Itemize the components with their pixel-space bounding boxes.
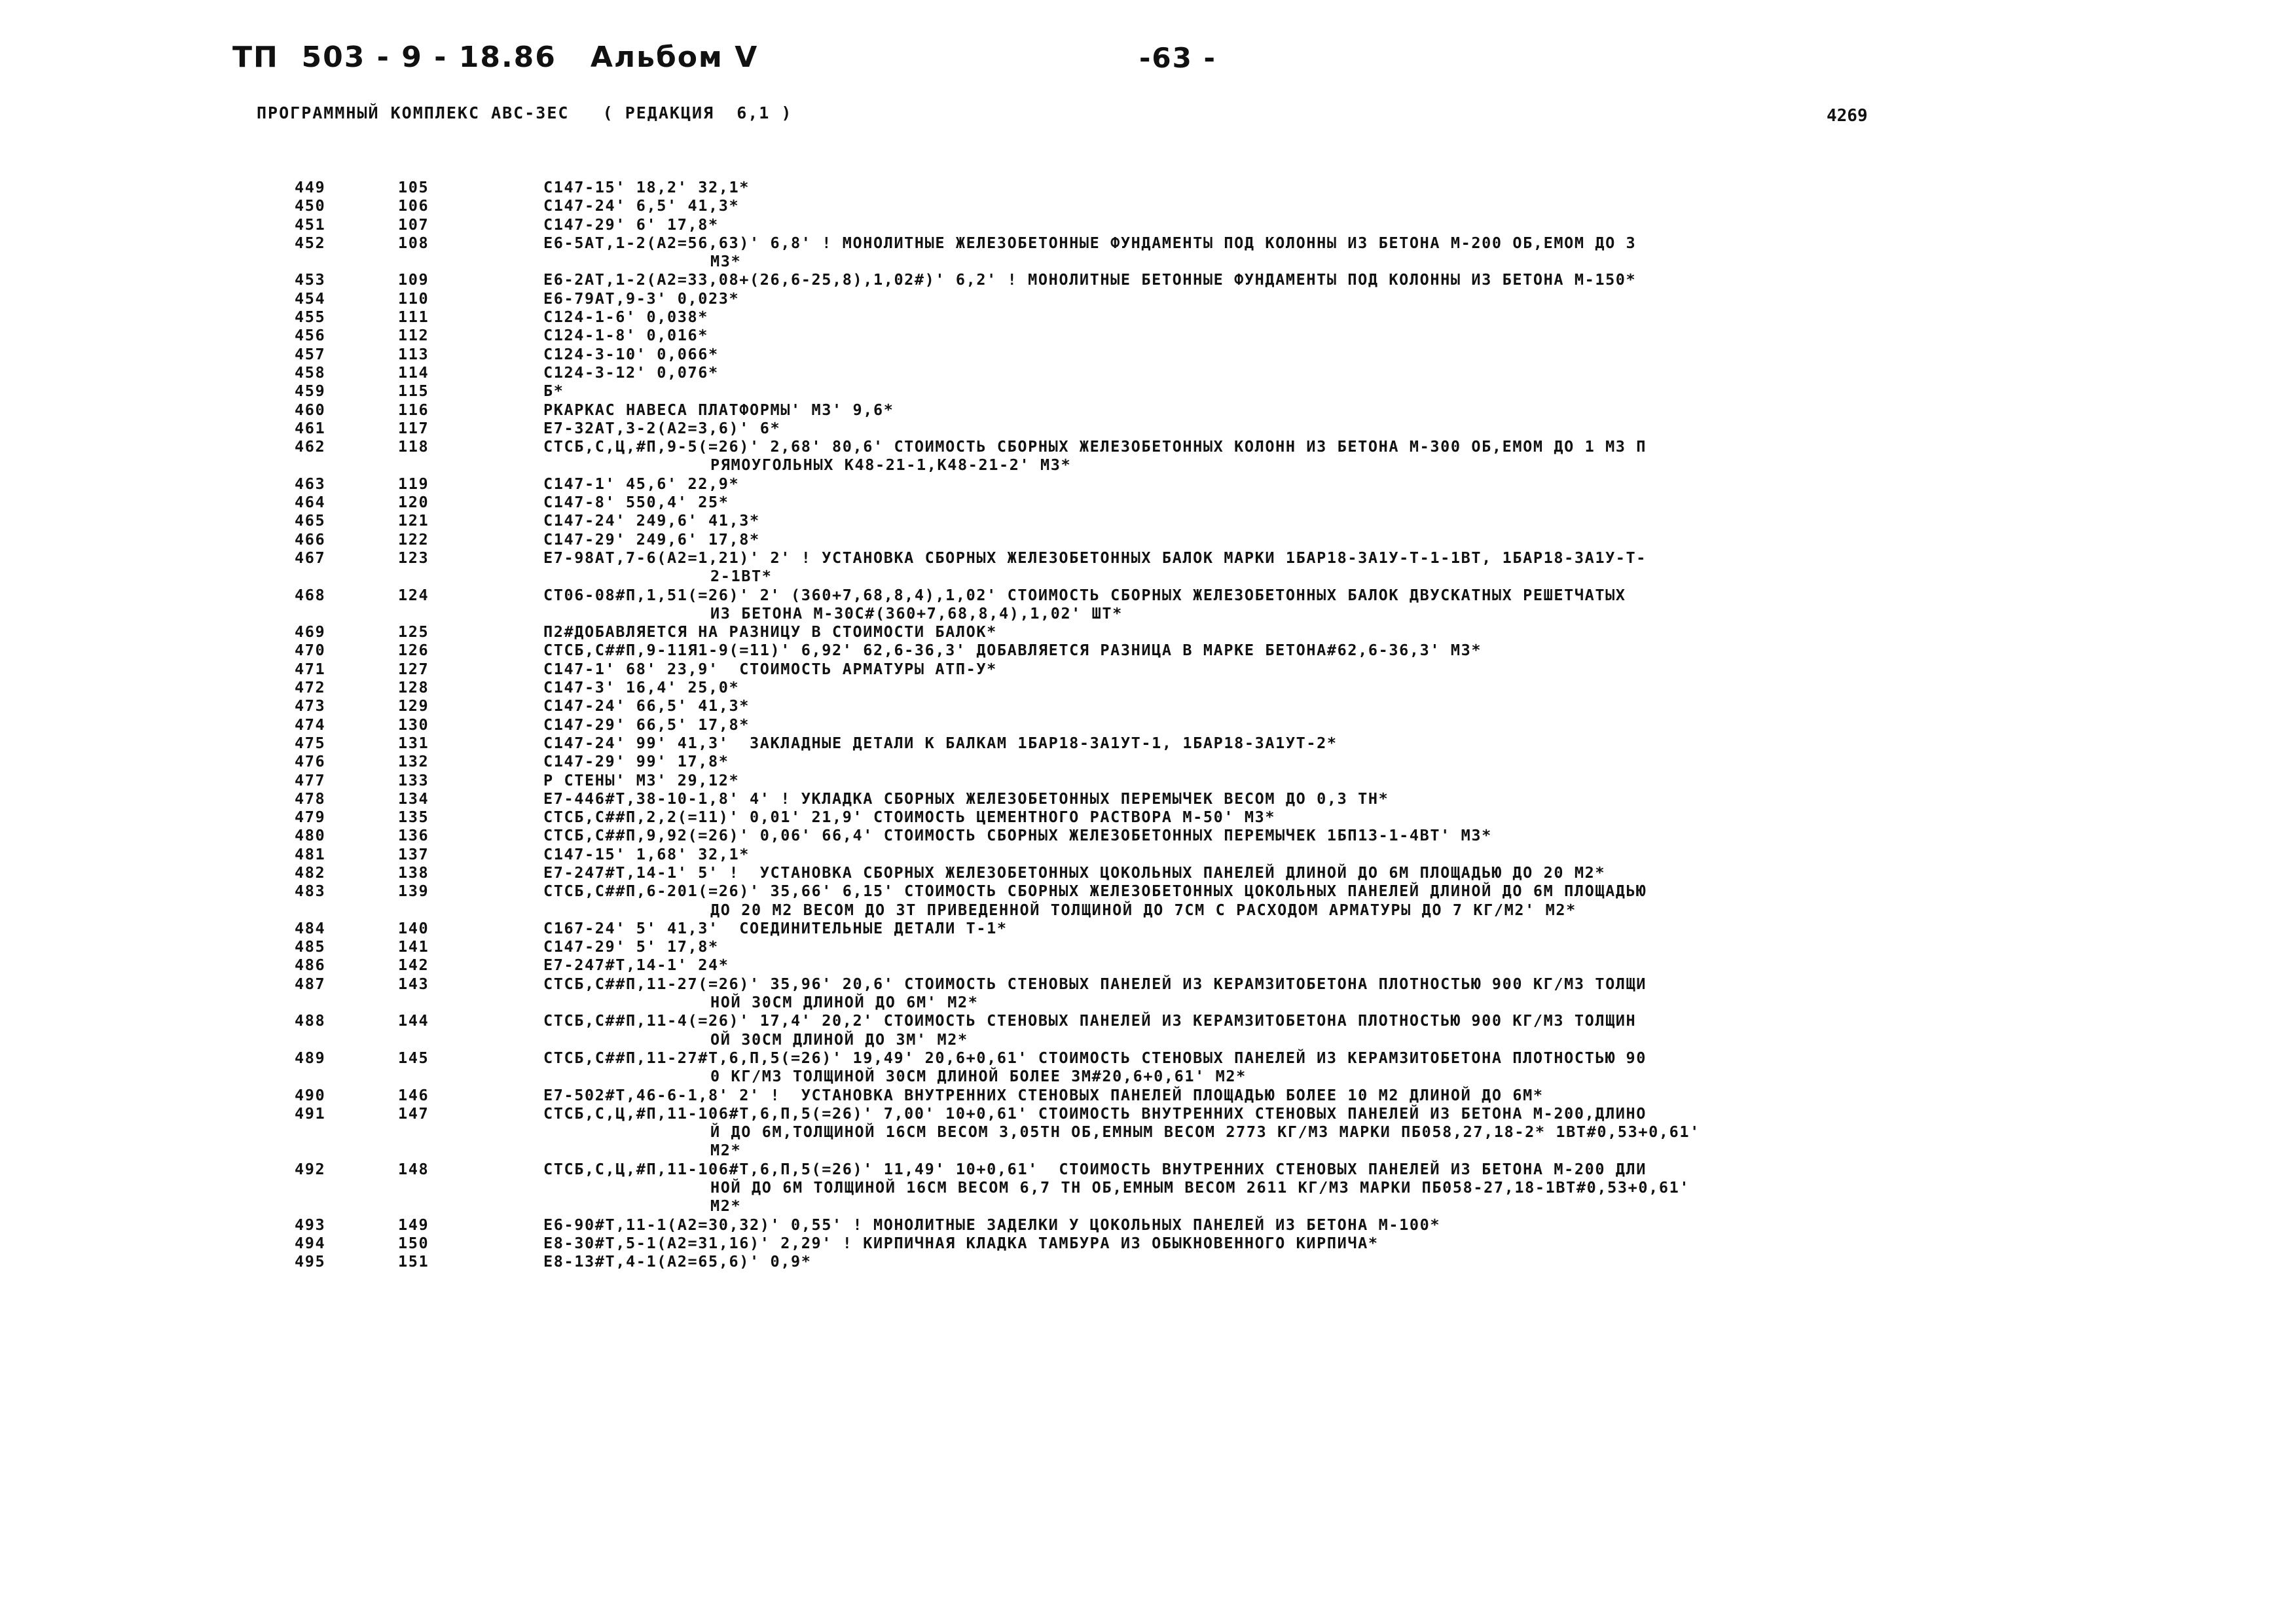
statement-text: СТСБ,С,Ц,#П,11-106#Т,6,П,5(=26)' 11,49' 10+0,61' СТОИМОСТЬ ВНУТРЕННИХ СТЕНОВЫХ ПАНЕЛЕЙ ИЗ БЕТОНА М-200 ДЛИ xyxy=(543,1159,1647,1178)
listing-row xyxy=(0,1234,2296,1252)
statement-text: М2* xyxy=(710,1141,742,1160)
listing-row xyxy=(0,401,2296,419)
row-number: 491 xyxy=(295,1104,326,1123)
listing-row xyxy=(0,475,2296,493)
row-number: 474 xyxy=(295,715,326,734)
statement-text: С167-24' 5' 41,3' СОЕДИНИТЕЛЬНЫЕ ДЕТАЛИ Т-1* xyxy=(543,918,1008,937)
statement-text: Е7-247#Т,14-1' 24* xyxy=(543,956,729,975)
statement-text: Е6-5АТ,1-2(А2=56,63)' 6,8' ! МОНОЛИТНЫЕ ЖЕЛЕЗОБЕТОННЫЕ ФУНДАМЕНТЫ ПОД КОЛОННЫ ИЗ БЕТОНА М-200 ОБ,ЕМОМ ДО 3 xyxy=(543,233,1637,252)
statement-text: С147-8' 550,4' 25* xyxy=(543,493,729,512)
statement-text: С147-29' 249,6' 17,8* xyxy=(543,530,760,549)
row-number: 495 xyxy=(295,1252,326,1271)
statement-text: Е7-446#Т,38-10-1,8' 4' ! УКЛАДКА СБОРНЫХ ЖЕЛЕЗОБЕТОННЫХ ПЕРЕМЫЧЕК ВЕСОМ ДО 0,3 ТН* xyxy=(543,789,1389,808)
row-number: 471 xyxy=(295,659,326,678)
row-number: 489 xyxy=(295,1048,326,1067)
listing-row xyxy=(0,956,2296,974)
listing-row xyxy=(0,623,2296,641)
listing-row xyxy=(0,549,2296,567)
row-number: 467 xyxy=(295,548,326,567)
row-number: 484 xyxy=(295,918,326,937)
listing-row xyxy=(0,308,2296,326)
listing-row xyxy=(0,326,2296,344)
listing-row xyxy=(0,437,2296,456)
statement-text: С147-29' 66,5' 17,8* xyxy=(543,715,750,734)
listing-row xyxy=(0,789,2296,808)
listing-row xyxy=(0,845,2296,863)
listing-row xyxy=(0,1197,2296,1215)
page-number: -63 - xyxy=(1139,42,1216,74)
statement-text: С147-24' 6,5' 41,3* xyxy=(543,196,740,215)
statement-text: СТ06-08#П,1,51(=26)' 2' (360+7,68,8,4),1,02' СТОИМОСТЬ СБОРНЫХ ЖЕЛЕЗОБЕТОННЫХ БАЛОК ДВУСКАТНЫХ РЕШЕТЧАТЫХ xyxy=(543,585,1626,604)
statement-text: СТСБ,С,Ц,#П,9-5(=26)' 2,68' 80,6' СТОИМОСТЬ СБОРНЫХ ЖЕЛЕЗОБЕТОННЫХ КОЛОНН ИЗ БЕТОНА М-300 ОБ,ЕМОМ ДО 1 М3 П xyxy=(543,437,1647,456)
listing-row xyxy=(0,1252,2296,1271)
listing-row xyxy=(0,1123,2296,1141)
row-number: 487 xyxy=(295,974,326,993)
row-number: 492 xyxy=(295,1159,326,1178)
listing-row xyxy=(0,863,2296,882)
statement-text: Е7-502#Т,46-6-1,8' 2' ! УСТАНОВКА ВНУТРЕННИХ СТЕНОВЫХ ПАНЕЛЕЙ ПЛОЩАДЬЮ БОЛЕЕ 10 М2 ДЛИНОЙ ДО 6М* xyxy=(543,1085,1544,1104)
row-number: 450 xyxy=(295,196,326,215)
statement-number: 123 xyxy=(398,548,429,567)
row-number: 490 xyxy=(295,1085,326,1104)
listing-row xyxy=(0,826,2296,844)
row-number: 479 xyxy=(295,808,326,827)
row-number: 488 xyxy=(295,1011,326,1030)
row-number: 453 xyxy=(295,270,326,289)
listing-row xyxy=(0,270,2296,289)
listing-row xyxy=(0,882,2296,900)
listing-row xyxy=(0,752,2296,770)
row-number: 494 xyxy=(295,1233,326,1252)
statement-number: 132 xyxy=(398,752,429,771)
listing-row xyxy=(0,1216,2296,1234)
row-number: 459 xyxy=(295,382,326,401)
row-number: 480 xyxy=(295,826,326,845)
statement-text: 2-1ВТ* xyxy=(710,567,773,586)
statement-text: СТСБ,С,Ц,#П,11-106#Т,6,П,5(=26)' 7,00' 10+0,61' СТОИМОСТЬ ВНУТРЕННИХ СТЕНОВЫХ ПАНЕЛЕЙ ИЗ БЕТОНА М-200,ДЛИНО xyxy=(543,1104,1647,1123)
row-number: 449 xyxy=(295,178,326,196)
listing-row xyxy=(0,289,2296,308)
row-number: 465 xyxy=(295,511,326,530)
statement-text: П2#ДОБАВЛЯЕТСЯ НА РАЗНИЦУ В СТОИМОСТИ БАЛОК* xyxy=(543,623,997,641)
listing-row xyxy=(0,678,2296,696)
statement-number: 131 xyxy=(398,733,429,752)
listing-row xyxy=(0,511,2296,530)
statement-number: 143 xyxy=(398,974,429,993)
statement-number: 148 xyxy=(398,1159,429,1178)
statement-number: 149 xyxy=(398,1215,429,1234)
row-number: 451 xyxy=(295,215,326,234)
statement-text: С124-1-6' 0,038* xyxy=(543,308,708,327)
statement-text: СТСБ,С##П,11-27#Т,6,П,5(=26)' 19,49' 20,6+0,61' СТОИМОСТЬ СТЕНОВЫХ ПАНЕЛЕЙ ИЗ КЕРАМЗИТОБЕТОНА ПЛОТНОСТЬЮ 90 xyxy=(543,1048,1647,1067)
row-number: 472 xyxy=(295,678,326,697)
listing-row xyxy=(0,196,2296,215)
row-number: 493 xyxy=(295,1215,326,1234)
statement-number: 124 xyxy=(398,585,429,604)
row-number: 468 xyxy=(295,585,326,604)
statement-number: 142 xyxy=(398,956,429,975)
listing-row xyxy=(0,586,2296,604)
listing-row xyxy=(0,1030,2296,1049)
statement-number: 114 xyxy=(398,363,429,382)
listing-row xyxy=(0,419,2296,437)
listing-row xyxy=(0,1067,2296,1085)
statement-text: СТСБ,С##П,11-4(=26)' 17,4' 20,2' СТОИМОСТЬ СТЕНОВЫХ ПАНЕЛЕЙ ИЗ КЕРАМЗИТОБЕТОНА ПЛОТНОСТЬЮ 900 КГ/М3 ТОЛЩИН xyxy=(543,1011,1637,1030)
statement-text: Е8-13#Т,4-1(А2=65,6)' 0,9* xyxy=(543,1252,812,1271)
row-number: 470 xyxy=(295,641,326,660)
statement-text: М2* xyxy=(710,1197,742,1216)
statement-number: 113 xyxy=(398,344,429,363)
row-number: 463 xyxy=(295,474,326,493)
statement-number: 119 xyxy=(398,474,429,493)
statement-number: 109 xyxy=(398,270,429,289)
statement-text: С147-1' 68' 23,9' СТОИМОСТЬ АРМАТУРЫ АТП-У* xyxy=(543,659,997,678)
row-number: 481 xyxy=(295,844,326,863)
statement-text: С147-24' 249,6' 41,3* xyxy=(543,511,760,530)
listing-row xyxy=(0,696,2296,715)
listing-row xyxy=(0,604,2296,623)
statement-text: НОЙ 30СМ ДЛИНОЙ ДО 6М' М2* xyxy=(710,993,979,1012)
statement-text: СТСБ,С##П,6-201(=26)' 35,66' 6,15' СТОИМОСТЬ СБОРНЫХ ЖЕЛЕЗОБЕТОННЫХ ЦОКОЛЬНЫХ ПАНЕЛЕЙ ДЛИНОЙ ДО 6М ПЛОЩАДЬЮ xyxy=(543,882,1647,901)
statement-number: 137 xyxy=(398,844,429,863)
statement-text: С147-24' 99' 41,3' ЗАКЛАДНЫЕ ДЕТАЛИ К БАЛКАМ 1БАР18-3А1УТ-1, 1БАР18-3А1УТ-2* xyxy=(543,733,1338,752)
statement-text: ОЙ 30СМ ДЛИНОЙ ДО 3М' М2* xyxy=(710,1030,968,1049)
statement-text: С147-15' 1,68' 32,1* xyxy=(543,844,750,863)
listing-row xyxy=(0,734,2296,752)
listing-row xyxy=(0,1049,2296,1067)
statement-number: 107 xyxy=(398,215,429,234)
row-number: 456 xyxy=(295,326,326,345)
statement-text: Б* xyxy=(543,382,564,401)
row-number: 483 xyxy=(295,882,326,901)
listing-row xyxy=(0,901,2296,919)
listing-row xyxy=(0,252,2296,270)
statement-number: 151 xyxy=(398,1252,429,1271)
statement-text: М3* xyxy=(710,252,742,271)
listing-row xyxy=(0,382,2296,400)
statement-text: Е7-32АТ,3-2(А2=3,6)' 6* xyxy=(543,418,781,437)
row-number: 469 xyxy=(295,623,326,641)
statement-text: Е6-90#Т,11-1(А2=30,32)' 0,55' ! МОНОЛИТНЫЕ ЗАДЕЛКИ У ЦОКОЛЬНЫХ ПАНЕЛЕЙ ИЗ БЕТОНА М-100* xyxy=(543,1215,1441,1234)
statement-number: 147 xyxy=(398,1104,429,1123)
listing-row xyxy=(0,660,2296,678)
statement-number: 120 xyxy=(398,493,429,512)
listing-row xyxy=(0,567,2296,585)
statement-number: 139 xyxy=(398,882,429,901)
statement-number: 133 xyxy=(398,770,429,789)
listing-row xyxy=(0,771,2296,789)
statement-number: 129 xyxy=(398,696,429,715)
listing-row xyxy=(0,1141,2296,1159)
statement-number: 141 xyxy=(398,937,429,956)
statement-number: 108 xyxy=(398,233,429,252)
row-number: 462 xyxy=(295,437,326,456)
statement-text: 0 КГ/М3 ТОЛЩИНОЙ 30СМ ДЛИНОЙ БОЛЕЕ 3М#20,6+0,61' М2* xyxy=(710,1067,1247,1086)
statement-number: 111 xyxy=(398,308,429,327)
listing-row xyxy=(0,1178,2296,1197)
statement-text: РКАРКАС НАВЕСА ПЛАТФОРМЫ' М3' 9,6* xyxy=(543,400,894,419)
statement-text: С147-1' 45,6' 22,9* xyxy=(543,474,740,493)
program-caption: ПРОГРАММНЫЙ КОМПЛЕКС АВС-3ЕС ( РЕДАКЦИЯ 6,1 ) xyxy=(257,103,793,122)
statement-number: 128 xyxy=(398,678,429,697)
statement-number: 138 xyxy=(398,863,429,882)
program-listing xyxy=(0,178,2296,1271)
statement-number: 112 xyxy=(398,326,429,345)
listing-row xyxy=(0,456,2296,474)
row-number: 460 xyxy=(295,400,326,419)
row-number: 452 xyxy=(295,233,326,252)
listing-row xyxy=(0,1160,2296,1178)
statement-text: Й ДО 6М,ТОЛЩИНОЙ 16СМ ВЕСОМ 3,05ТН ОБ,ЕМНЫМ ВЕСОМ 2773 КГ/М3 МАРКИ ПБ058,27,18-2* 1ВТ#0,53+0,61' xyxy=(710,1123,1700,1142)
document-title: ТП 503 - 9 - 18.86 Альбом V xyxy=(232,41,759,74)
statement-text: СТСБ,С##П,2,2(=11)' 0,01' 21,9' СТОИМОСТЬ ЦЕМЕНТНОГО РАСТВОРА М-50' М3* xyxy=(543,808,1276,827)
listing-row xyxy=(0,493,2296,511)
statement-text: Е6-2АТ,1-2(А2=33,08+(26,6-25,8),1,02#)' 6,2' ! МОНОЛИТНЫЕ БЕТОННЫЕ ФУНДАМЕНТЫ ПОД КОЛОННЫ ИЗ БЕТОНА М-150* xyxy=(543,270,1637,289)
statement-text: СТСБ,С##П,9,92(=26)' 0,06' 66,4' СТОИМОСТЬ СБОРНЫХ ЖЕЛЕЗОБЕТОННЫХ ПЕРЕМЫЧЕК 1БП13-1-4ВТ' М3* xyxy=(543,826,1492,845)
statement-text: С147-29' 5' 17,8* xyxy=(543,937,719,956)
statement-text: С147-24' 66,5' 41,3* xyxy=(543,696,750,715)
statement-number: 110 xyxy=(398,289,429,308)
listing-row xyxy=(0,178,2296,196)
listing-row xyxy=(0,530,2296,549)
statement-text: Р СТЕНЫ' М3' 29,12* xyxy=(543,770,740,789)
listing-row xyxy=(0,641,2296,659)
row-number: 455 xyxy=(295,308,326,327)
statement-number: 106 xyxy=(398,196,429,215)
statement-text: С147-3' 16,4' 25,0* xyxy=(543,678,740,697)
listing-row xyxy=(0,975,2296,993)
statement-number: 121 xyxy=(398,511,429,530)
statement-number: 105 xyxy=(398,178,429,196)
listing-row xyxy=(0,215,2296,234)
statement-text: Е8-30#Т,5-1(А2=31,16)' 2,29' ! КИРПИЧНАЯ КЛАДКА ТАМБУРА ИЗ ОБЫКНОВЕННОГО КИРПИЧА* xyxy=(543,1233,1379,1252)
row-number: 473 xyxy=(295,696,326,715)
row-number: 476 xyxy=(295,752,326,771)
statement-text: С124-3-12' 0,076* xyxy=(543,363,719,382)
statement-text: С147-29' 99' 17,8* xyxy=(543,752,729,771)
row-number: 457 xyxy=(295,344,326,363)
statement-text: Е6-79АТ,9-3' 0,023* xyxy=(543,289,740,308)
statement-text: С147-15' 18,2' 32,1* xyxy=(543,178,750,196)
row-number: 475 xyxy=(295,733,326,752)
statement-number: 146 xyxy=(398,1085,429,1104)
statement-number: 140 xyxy=(398,918,429,937)
statement-number: 144 xyxy=(398,1011,429,1030)
statement-number: 117 xyxy=(398,418,429,437)
statement-number: 115 xyxy=(398,382,429,401)
statement-number: 136 xyxy=(398,826,429,845)
statement-text: Е7-247#Т,14-1' 5' ! УСТАНОВКА СБОРНЫХ ЖЕЛЕЗОБЕТОННЫХ ЦОКОЛЬНЫХ ПАНЕЛЕЙ ДЛИНОЙ ДО 6М ПЛОЩАДЬЮ ДО 20 М2* xyxy=(543,863,1606,882)
row-number: 458 xyxy=(295,363,326,382)
listing-row xyxy=(0,808,2296,826)
sheet-code: 4269 xyxy=(1827,106,1868,126)
listing-row xyxy=(0,919,2296,937)
statement-text: РЯМОУГОЛЬНЫХ К48-21-1,К48-21-2' М3* xyxy=(710,456,1072,475)
listing-row xyxy=(0,363,2296,382)
listing-row xyxy=(0,1011,2296,1030)
statement-number: 150 xyxy=(398,1233,429,1252)
statement-number: 116 xyxy=(398,400,429,419)
row-number: 482 xyxy=(295,863,326,882)
statement-number: 130 xyxy=(398,715,429,734)
statement-number: 118 xyxy=(398,437,429,456)
statement-number: 126 xyxy=(398,641,429,660)
listing-row xyxy=(0,937,2296,956)
statement-number: 135 xyxy=(398,808,429,827)
statement-number: 122 xyxy=(398,530,429,549)
row-number: 464 xyxy=(295,493,326,512)
listing-row xyxy=(0,993,2296,1011)
statement-text: СТСБ,С##П,9-11Я1-9(=11)' 6,92' 62,6-36,3' ДОБАВЛЯЕТСЯ РАЗНИЦА В МАРКЕ БЕТОНА#62,6-36,3' М3* xyxy=(543,641,1482,660)
listing-row xyxy=(0,715,2296,734)
row-number: 485 xyxy=(295,937,326,956)
row-number: 466 xyxy=(295,530,326,549)
statement-text: С124-1-8' 0,016* xyxy=(543,326,708,345)
statement-number: 134 xyxy=(398,789,429,808)
statement-number: 125 xyxy=(398,623,429,641)
listing-row xyxy=(0,234,2296,252)
listing-row xyxy=(0,1086,2296,1104)
statement-text: ИЗ БЕТОНА М-30С#(360+7,68,8,4),1,02' ШТ* xyxy=(710,604,1123,623)
row-number: 478 xyxy=(295,789,326,808)
row-number: 477 xyxy=(295,770,326,789)
statement-text: Е7-98АТ,7-6(А2=1,21)' 2' ! УСТАНОВКА СБОРНЫХ ЖЕЛЕЗОБЕТОННЫХ БАЛОК МАРКИ 1БАР18-3А1У-Т-1-1ВТ, 1БАР18-3А1У-Т- xyxy=(543,548,1647,567)
statement-text: НОЙ ДО 6М ТОЛЩИНОЙ 16СМ ВЕСОМ 6,7 ТН ОБ,ЕМНЫМ ВЕСОМ 2611 КГ/М3 МАРКИ ПБ058-27,18-1ВТ#0,53+0,61' xyxy=(710,1178,1690,1197)
row-number: 461 xyxy=(295,418,326,437)
statement-text: С124-3-10' 0,066* xyxy=(543,344,719,363)
row-number: 486 xyxy=(295,956,326,975)
statement-text: С147-29' 6' 17,8* xyxy=(543,215,719,234)
statement-number: 145 xyxy=(398,1048,429,1067)
listing-row xyxy=(0,1104,2296,1123)
statement-text: СТСБ,С##П,11-27(=26)' 35,96' 20,6' СТОИМОСТЬ СТЕНОВЫХ ПАНЕЛЕЙ ИЗ КЕРАМЗИТОБЕТОНА ПЛОТНОСТЬЮ 900 КГ/М3 ТОЛЩИ xyxy=(543,974,1647,993)
row-number: 454 xyxy=(295,289,326,308)
listing-row xyxy=(0,345,2296,363)
statement-number: 127 xyxy=(398,659,429,678)
statement-text: ДО 20 М2 ВЕСОМ ДО 3Т ПРИВЕДЕННОЙ ТОЛЩИНОЙ ДО 7СМ С РАСХОДОМ АРМАТУРЫ ДО 7 КГ/М2' М2* xyxy=(710,900,1576,919)
